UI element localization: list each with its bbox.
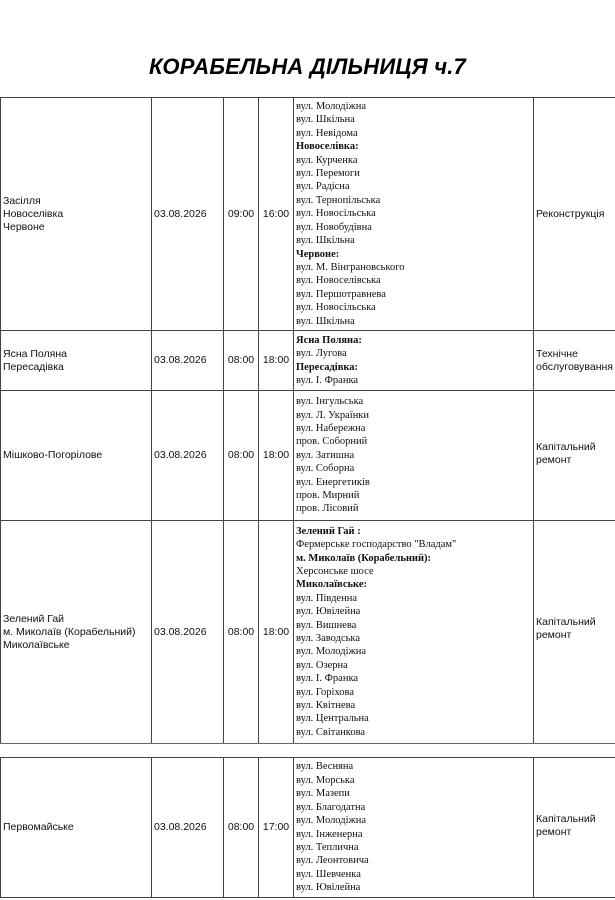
street-name: вул. Тернопільська [296,194,381,206]
settlement-heading: Новоселівка: [296,141,359,153]
street-name: пров. Соборний [296,436,368,448]
location-name: Зелений Гай [3,612,65,625]
work-type-text: Капітальний [536,616,596,628]
settlement-heading: Ясна Поляна: [296,334,362,346]
location-cell [1,758,152,898]
location-name: Мішково-Погорілове [3,449,103,461]
street-name: вул. Шкільна [296,315,355,327]
work-type-text: обслуговування [536,360,613,373]
date-cell: 03.08.2026 [152,758,224,898]
street-name: вул. Соборна [296,463,355,475]
date-cell: 03.08.2026 [152,331,224,391]
settlement-heading: м. Миколаїв (Корабельний): [296,552,432,564]
street-name: вул. Невідома [296,127,358,139]
table-row [1,521,615,744]
location-name: Первомайське [3,821,74,833]
location-name: м. Миколаїв (Корабельний) [3,625,136,638]
streets-cell [294,391,534,521]
street-name: вул. Першотравнева [296,288,386,300]
street-name: вул. Інгульська [296,396,364,408]
street-name: вул. Новосільська [296,302,376,314]
street-name: вул. Курченка [296,154,358,166]
street-name: вул. Весняна [296,761,354,773]
work-type-cell [534,758,615,898]
street-name: вул. Енергетиків [296,476,370,488]
street-name: вул. Леонтовича [296,855,369,867]
street-name: вул. Радісна [296,181,350,193]
street-name: вул. Ювілейна [296,882,361,894]
street-name: вул. Ювілейна [296,606,361,618]
settlement-heading: Миколаївське: [296,579,367,591]
settlement-heading: Зелений Гай : [296,525,361,537]
street-name: Херсонське шосе [296,565,374,577]
street-name: вул. Шкільна [296,235,355,247]
street-name: вул. Центральна [296,713,369,725]
date-cell: 03.08.2026 [152,98,224,331]
street-name: вул. Благодатна [296,801,366,813]
work-type-cell [534,98,615,331]
streets-cell [294,521,534,744]
table-row [1,391,615,521]
work-type-cell [534,521,615,744]
end-time-cell: 17:00 [259,758,294,898]
start-time-cell: 08:00 [224,521,259,744]
street-name: вул. Заводська [296,633,361,644]
street-name: вул. Новосільська [296,208,376,220]
location-name: Миколаївське [3,638,70,651]
street-name: вул. Молодіжна [296,646,367,658]
street-name: Фермерське господарство "Владам" [296,539,457,551]
streets-cell [294,758,534,898]
street-name: вул. Молодіжна [296,101,367,113]
street-name: вул. Перемоги [296,168,360,180]
end-time-cell: 18:00 [259,331,294,391]
street-name: вул. Набережна [296,422,366,434]
start-time-cell: 09:00 [224,98,259,331]
page-title: КОРАБЕЛЬНА ДІЛЬНИЦЯ ч.7 [149,54,466,79]
street-name: вул. Л. Українки [296,409,370,421]
work-type-text: ремонт [536,454,572,466]
street-name: вул. Вишнева [296,619,357,631]
work-type-cell [534,331,615,391]
location-name: Засілля [3,194,41,207]
street-name: вул. Шевченка [296,868,361,880]
street-name: вул. Інженерна [296,828,363,840]
work-type-text: ремонт [536,629,572,641]
street-name: пров. Мирний [296,490,360,502]
street-name: вул. Новобудівна [296,221,372,233]
street-name: вул. Горіхова [296,686,355,698]
end-time-cell: 18:00 [259,521,294,744]
location-name: Ясна Поляна [3,347,67,360]
street-name: вул. Шкільна [296,114,355,126]
location-cell [1,521,152,744]
location-cell [1,98,152,331]
street-name: вул. Затишна [296,449,355,461]
work-type-cell [534,391,615,521]
street-name: вул. Мазепи [296,788,350,800]
schedule-table-continued [0,757,615,898]
work-type-text: ремонт [536,826,572,838]
date-cell: 03.08.2026 [152,391,224,521]
location-name: Пересадівка [3,360,64,373]
end-time-cell: 18:00 [259,391,294,521]
location-name: Червоне [3,220,45,233]
work-type-text: Капітальний [536,813,596,825]
street-name: вул. Теплична [296,841,359,853]
street-name: вул. Квітнева [296,700,356,712]
location-cell [1,331,152,391]
page-break-line [0,743,615,744]
street-name: вул. М. Вінграновського [296,261,405,273]
start-time-cell: 08:00 [224,331,259,391]
street-name: вул. І. Франка [296,673,359,685]
table-row [1,98,615,331]
street-name: вул. Новоселівська [296,275,381,287]
street-name: вул. Молодіжна [296,815,367,827]
table-row [1,331,615,391]
start-time-cell: 08:00 [224,758,259,898]
settlement-heading: Пересадівка: [296,361,359,373]
streets-cell [294,331,534,391]
street-name: вул. Світанкова [296,726,366,738]
location-cell [1,391,152,521]
street-name: вул. І. Франка [296,374,359,386]
street-name: пров. Лісовий [296,503,359,515]
street-name: вул. Озерна [296,659,348,671]
location-name: Новоселівка [3,207,64,220]
end-time-cell: 16:00 [259,98,294,331]
street-name: вул. Південна [296,592,357,604]
start-time-cell: 08:00 [224,391,259,521]
street-name: вул. Морська [296,774,355,786]
street-name: вул. Лугова [296,348,347,360]
date-cell: 03.08.2026 [152,521,224,744]
schedule-table [0,97,615,744]
work-type-text: Капітальний [536,441,596,453]
table-row [1,758,615,898]
streets-cell [294,98,534,331]
settlement-heading: Червоне: [296,248,340,260]
work-type-text: Реконструкція [536,207,605,220]
work-type-text: Технічне [536,347,578,360]
